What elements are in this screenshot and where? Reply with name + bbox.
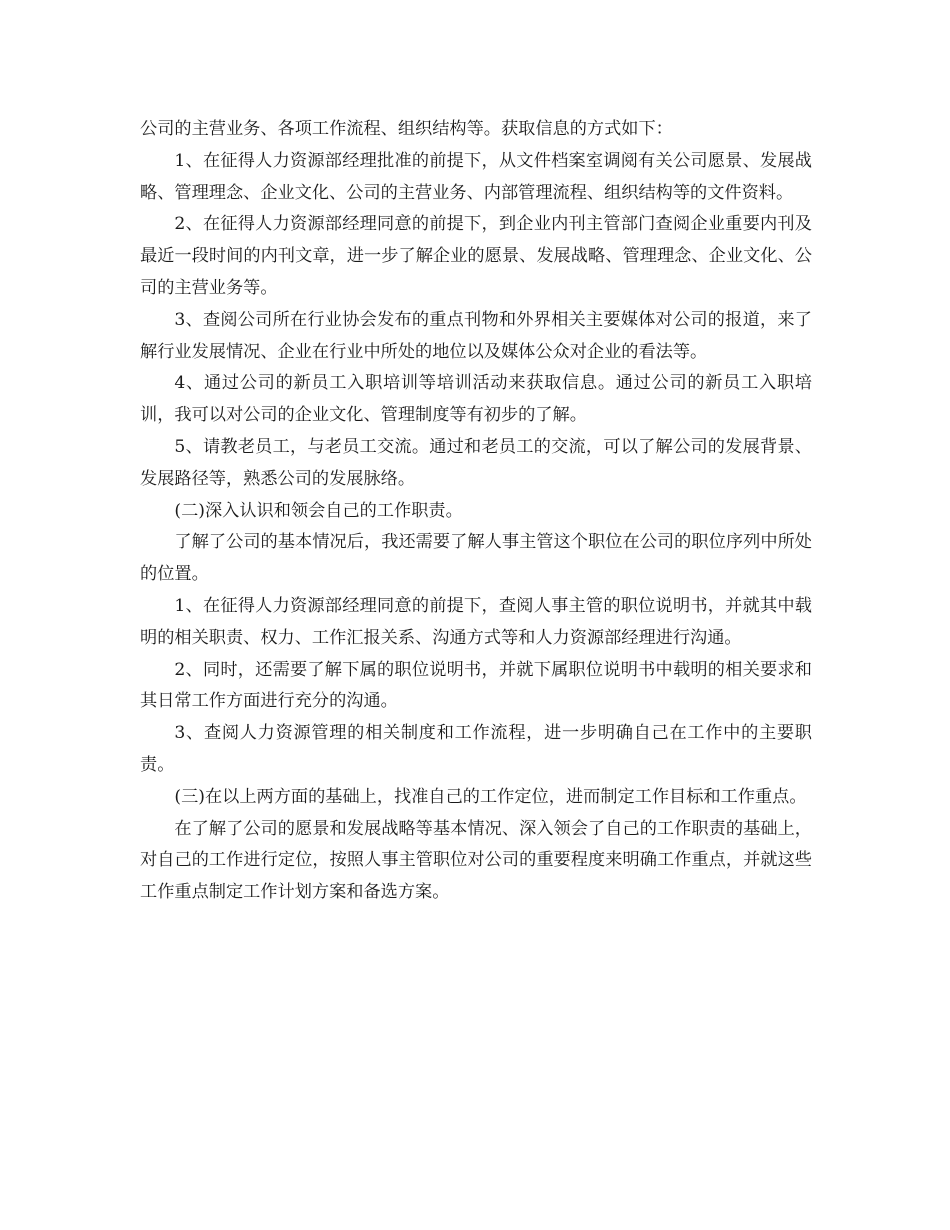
- paragraph-method-1: 1、在征得人力资源部经理批准的前提下，从文件档案室调阅有关公司愿景、发展战略、管理理念、企业文化、公司的主营业务、内部管理流程、组织结构等的文件资料。: [140, 150, 812, 203]
- paragraph-method-4: 4、通过公司的新员工入职培训等培训活动来获取信息。通过公司的新员工入职培训，我可以对公司的企业文化、管理制度等有初步的了解。: [140, 373, 812, 426]
- paragraph-section-3-body: 在了解了公司的愿景和发展战略等基本情况、深入领会了自己的工作职责的基础上，对自己的工作进行定位，按照人事主管职位对公司的重要程度来明确工作重点，并就这些工作重点制定工作计划方案和备选方案。: [140, 818, 812, 903]
- section-heading-2: (二)深入认识和领会自己的工作职责。: [174, 500, 463, 521]
- paragraph-duty-2: 2、同时，还需要了解下属的职位说明书，并就下属职位说明书中载明的相关要求和其日常工作方面进行充分的沟通。: [140, 659, 812, 712]
- document-body: [140, 114, 812, 909]
- paragraph-method-5: 5、请教老员工，与老员工交流。通过和老员工的交流，可以了解公司的发展背景、发展路径等，熟悉公司的发展脉络。: [140, 436, 812, 489]
- paragraph-method-2: 2、在征得人力资源部经理同意的前提下，到企业内刊主管部门查阅企业重要内刊及最近一段时间的内刊文章，进一步了解企业的愿景、发展战略、管理理念、企业文化、公司的主营业务等。: [140, 214, 812, 298]
- paragraph-duty-1: 1、在征得人力资源部经理同意的前提下，查阅人事主管的职位说明书，并就其中载明的相关职责、权力、工作汇报关系、沟通方式等和人力资源部经理进行沟通。: [140, 595, 812, 648]
- paragraph-intro-continuation: 公司的主营业务、各项工作流程、组织结构等。获取信息的方式如下：: [140, 119, 673, 139]
- section-heading-3: (三)在以上两方面的基础上，找准自己的工作定位，进而制定工作目标和工作重点。: [174, 786, 807, 807]
- paragraph-section-2-intro: 了解了公司的基本情况后，我还需要了解人事主管这个职位在公司的职位序列中所处的位置。: [140, 532, 812, 585]
- paragraph-method-3: 3、查阅公司所在行业协会发布的重点刊物和外界相关主要媒体对公司的报道，来了解行业发展情况、企业在行业中所处的地位以及媒体公众对企业的看法等。: [140, 309, 812, 362]
- paragraph-duty-3: 3、查阅人力资源管理的相关制度和工作流程，进一步明确自己在工作中的主要职责。: [140, 723, 812, 775]
